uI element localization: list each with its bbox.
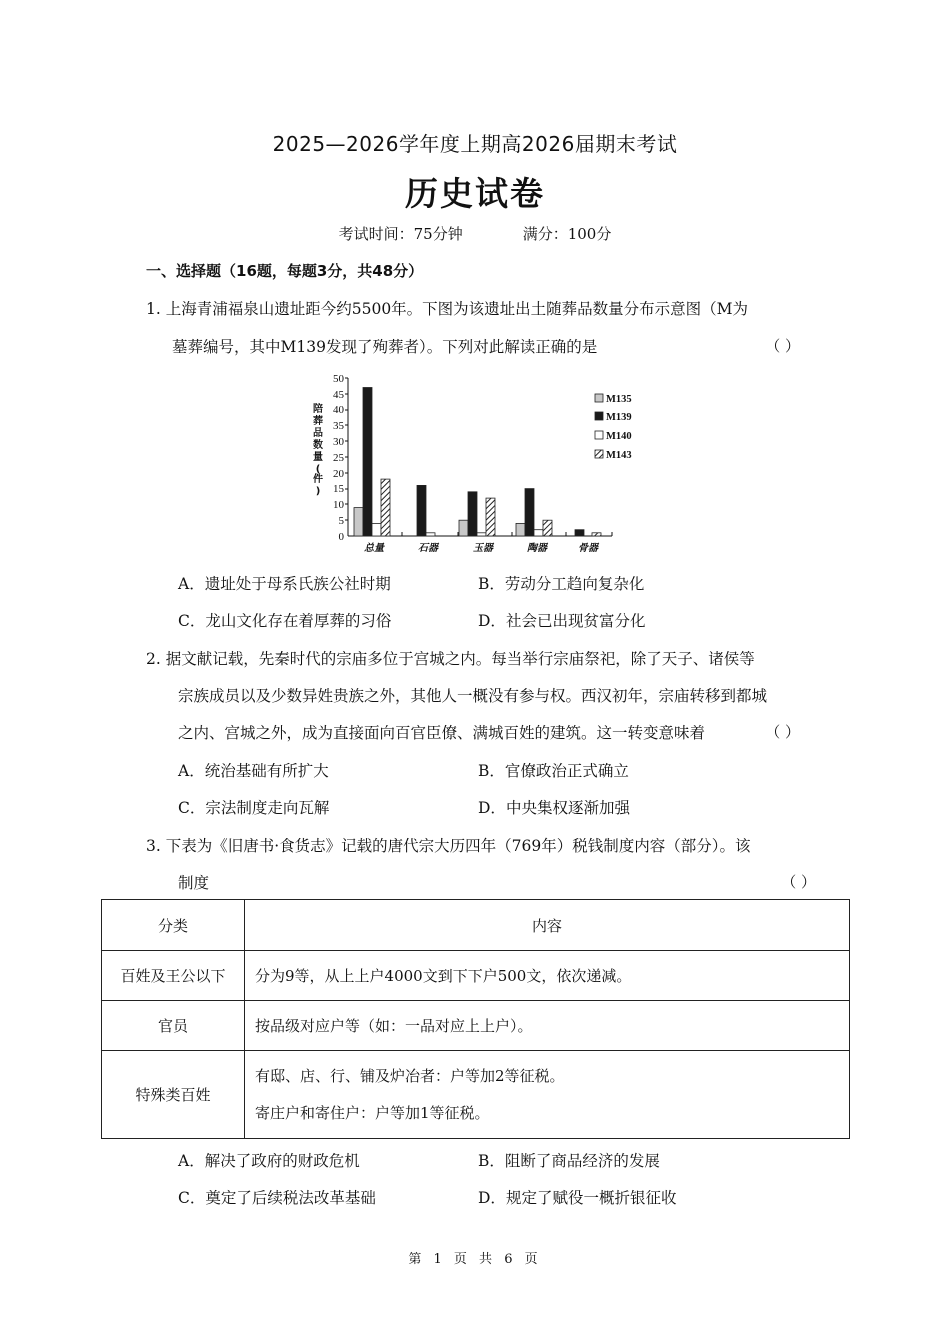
exam-title: 2025—2026学年度上期高2026届期末考试 [272, 132, 678, 156]
question-1-line-1: 1. 上海青浦福泉山遗址距今约5500年。下图为该遗址出土随葬品数量分布示意图（M为 [146, 300, 749, 318]
svg-text:): ) [315, 486, 321, 497]
question-1-line-2: 墓葬编号，其中M139发现了殉葬者）。下列对此解读正确的是 [172, 338, 598, 356]
question-2-line-2: 宗族成员以及少数异姓贵族之外，其他人一概没有参与权。西汉初年，宗庙转移到都城 [178, 687, 768, 705]
table-header-category: 分类 [102, 900, 245, 951]
answer-blank-3[interactable]: （ ） [781, 873, 816, 891]
svg-text:15: 15 [333, 483, 344, 495]
q3-option-c[interactable]: C．奠定了后续税法改革基础 [178, 1189, 376, 1207]
table-row [102, 1001, 850, 1051]
answer-blank-1[interactable]: （ ） [765, 337, 800, 355]
question-3-line-2: 制度 [178, 874, 210, 892]
q2-option-b[interactable]: B．官僚政治正式确立 [478, 762, 629, 780]
exam-time: 考试时间：75分钟 [338, 225, 463, 243]
table-row [102, 951, 850, 1001]
svg-text:总量: 总量 [364, 543, 384, 554]
svg-text:M139: M139 [606, 412, 632, 423]
svg-text:25: 25 [333, 452, 344, 464]
q3-option-d[interactable]: D．规定了赋役一概折银征收 [478, 1189, 677, 1207]
question-2-line-3: 之内、宫城之外，成为直接面向百官臣僚、满城百姓的建筑。这一转变意味着 [178, 724, 706, 742]
svg-text:50: 50 [333, 373, 344, 385]
svg-text:玉器: 玉器 [473, 543, 493, 554]
exam-meta [0, 223, 950, 244]
tax-system-table [101, 899, 850, 1139]
svg-text:10: 10 [333, 499, 344, 511]
table-header-content: 内容 [245, 900, 850, 951]
svg-text:5: 5 [338, 515, 344, 527]
svg-text:葬: 葬 [313, 416, 323, 427]
svg-text:M135: M135 [606, 394, 632, 405]
q1-option-b[interactable]: B．劳动分工趋向复杂化 [478, 575, 645, 593]
answer-blank-2[interactable]: （ ） [765, 723, 800, 741]
page-number: 第 1 页 共 6 页 [408, 1252, 542, 1267]
svg-text:数: 数 [313, 440, 323, 451]
table-header-row [102, 900, 850, 951]
q2-option-d[interactable]: D．中央集权逐渐加强 [478, 799, 630, 817]
svg-text:陪: 陪 [313, 404, 323, 415]
table-cell-category: 官员 [102, 1001, 245, 1051]
table-row [102, 1051, 850, 1139]
q3-option-a[interactable]: A．解决了政府的财政危机 [178, 1152, 360, 1170]
svg-text:石器: 石器 [418, 543, 438, 554]
svg-text:40: 40 [333, 404, 344, 416]
svg-text:M140: M140 [606, 431, 632, 442]
q2-option-c[interactable]: C．宗法制度走向瓦解 [178, 799, 330, 817]
q2-option-a[interactable]: A．统治基础有所扩大 [178, 762, 329, 780]
q1-option-d[interactable]: D．社会已出现贫富分化 [478, 612, 646, 630]
question-2-line-1: 2. 据文献记载，先秦时代的宗庙多位于宫城之内。每当举行宗庙祭祀，除了天子、诸侯等 [146, 650, 755, 668]
burial-goods-bar-chart [300, 366, 640, 556]
q1-option-a[interactable]: A．遗址处于母系氏族公社时期 [178, 575, 391, 593]
table-cell-content: 按品级对应户等（如：一品对应上上户）。 [245, 1001, 850, 1051]
svg-text:30: 30 [333, 436, 344, 448]
table-cell-content: 有邸、店、行、铺及炉冶者：户等加2等征税。 寄庄户和寄住户：户等加1等征税。 [245, 1051, 850, 1139]
svg-text:35: 35 [333, 420, 344, 432]
q1-option-c[interactable]: C．龙山文化存在着厚葬的习俗 [178, 612, 392, 630]
svg-text:骨器: 骨器 [578, 543, 598, 554]
table-cell-content: 分为9等，从上上户4000文到下下户500文，依次递减。 [245, 951, 850, 1001]
svg-text:45: 45 [333, 389, 344, 401]
svg-text:品: 品 [313, 428, 323, 439]
svg-text:陶器: 陶器 [527, 543, 547, 554]
q3-option-b[interactable]: B．阻断了商品经济的发展 [478, 1152, 660, 1170]
full-score: 满分：100分 [522, 225, 612, 243]
table-cell-category: 特殊类百姓 [102, 1051, 245, 1139]
section-title: 一、选择题（16题，每题3分，共48分） [146, 262, 424, 280]
question-3-line-1: 3. 下表为《旧唐书·食货志》记载的唐代宗大历四年（769年）税钱制度内容（部分）。该 [146, 837, 751, 855]
svg-text:M143: M143 [606, 450, 632, 461]
svg-text:量: 量 [313, 452, 323, 463]
svg-text:0: 0 [338, 531, 344, 543]
svg-text:(: ( [315, 464, 321, 475]
svg-text:20: 20 [333, 468, 344, 480]
subject-title: 历史试卷 [405, 174, 545, 213]
table-cell-category: 百姓及王公以下 [102, 951, 245, 1001]
svg-text:件: 件 [313, 474, 323, 485]
